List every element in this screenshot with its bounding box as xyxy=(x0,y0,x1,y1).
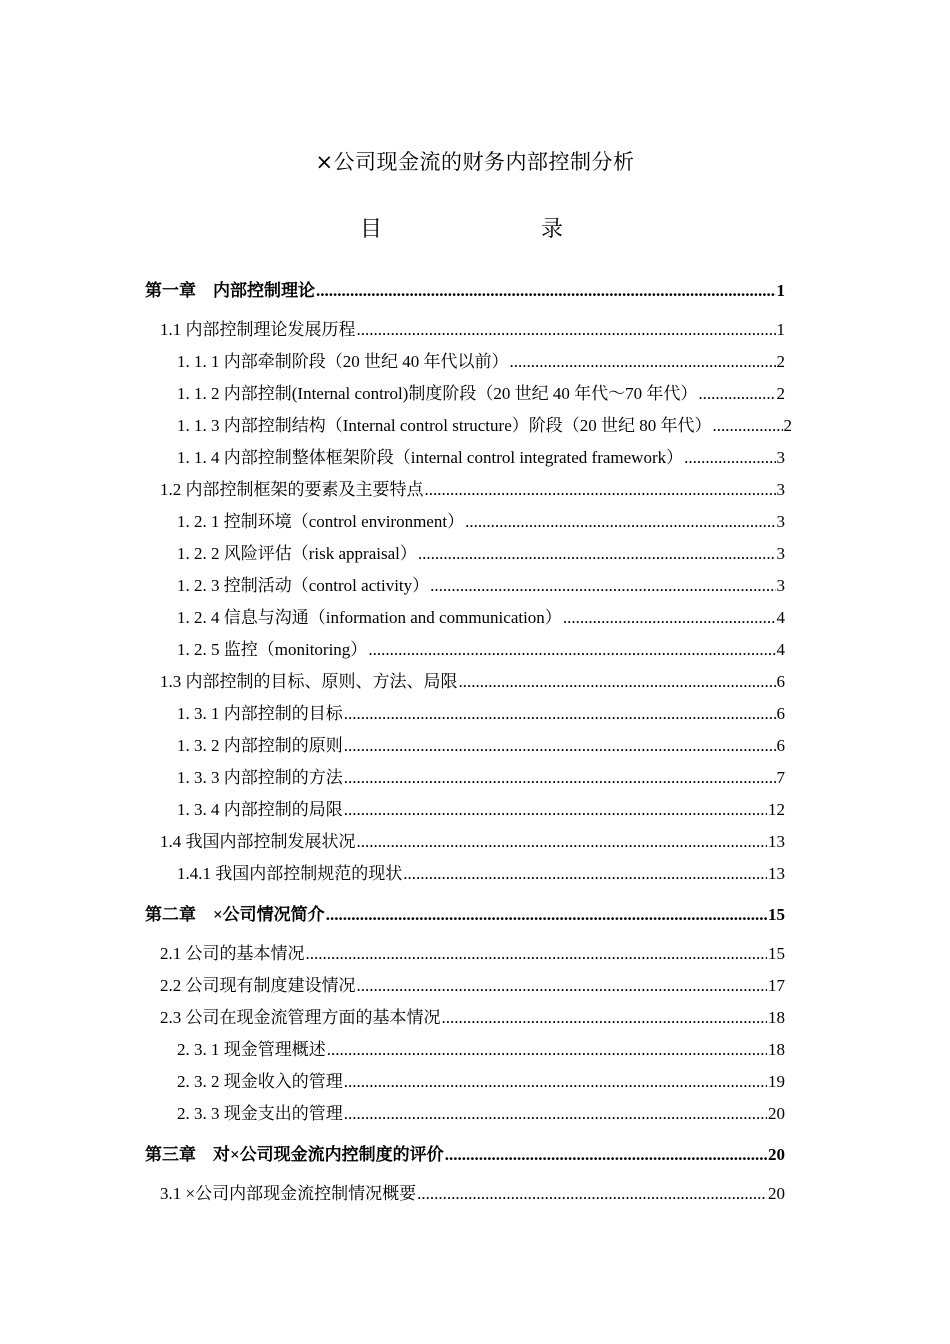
toc-page-number: 3 xyxy=(776,576,785,595)
toc-entry-label: 1. 3. 4 内部控制的局限 xyxy=(177,800,343,819)
toc-entry-label: 1. 1. 2 内部控制(Internal control)制度阶段（20 世纪 40 年代～70 年代） xyxy=(177,384,698,403)
toc-entry-label: 2.2 公司现有制度建设情况 xyxy=(160,976,356,995)
toc-leader-dots xyxy=(326,898,767,932)
toc-page-number: 13 xyxy=(768,864,785,883)
toc-leader-dots xyxy=(563,602,776,634)
toc-entry[interactable] xyxy=(177,1034,785,1066)
toc-leader-dots xyxy=(430,570,775,602)
toc-page-number: 17 xyxy=(768,976,785,995)
toc-leader-dots xyxy=(344,762,776,794)
toc-entry-label: 1. 2. 1 控制环境（control environment） xyxy=(177,512,465,531)
toc-leader-dots xyxy=(403,858,767,890)
toc-entry-label: 1. 2. 3 控制活动（control activity） xyxy=(177,576,430,595)
toc-entry-label: 2. 3. 2 现金收入的管理 xyxy=(177,1072,343,1091)
document-title: ×公司现金流的财务内部控制分析 xyxy=(315,150,635,174)
toc-entry[interactable] xyxy=(160,666,785,698)
toc-page-number: 12 xyxy=(768,800,785,819)
toc-leader-dots xyxy=(445,1138,767,1172)
toc-leader-dots xyxy=(684,442,775,474)
toc-entry-label: 1. 1. 1 内部牵制阶段（20 世纪 40 年代以前） xyxy=(177,352,509,371)
toc-entry[interactable] xyxy=(177,698,785,730)
toc-entry-label: 第一章 内部控制理论 xyxy=(145,281,315,300)
toc-page-number: 19 xyxy=(768,1072,785,1091)
toc-leader-dots xyxy=(344,794,767,826)
toc-leader-dots xyxy=(357,970,768,1002)
toc-entry[interactable] xyxy=(177,634,785,666)
toc-leader-dots xyxy=(344,1066,767,1098)
toc-page-number: 13 xyxy=(768,832,785,851)
toc-entry[interactable] xyxy=(177,794,785,826)
toc-page-number: 6 xyxy=(776,704,785,723)
toc-entry[interactable] xyxy=(160,1178,785,1210)
toc-entry[interactable] xyxy=(160,474,785,506)
toc-leader-dots xyxy=(510,346,776,378)
toc-leader-dots xyxy=(306,938,768,970)
toc-page-number: 1 xyxy=(776,320,785,339)
toc-entry-label: 1.4.1 我国内部控制规范的现状 xyxy=(177,864,403,883)
toc-page-number: 4 xyxy=(776,640,785,659)
toc-entry[interactable] xyxy=(160,314,785,346)
toc-leader-dots xyxy=(344,698,776,730)
toc-entry-label: 2. 3. 1 现金管理概述 xyxy=(177,1040,326,1059)
toc-leader-dots xyxy=(357,314,776,346)
toc-leader-dots xyxy=(465,506,775,538)
toc-page-number: 15 xyxy=(768,944,785,963)
toc-leader-dots xyxy=(316,274,776,308)
toc-entry-label: 1. 1. 3 内部控制结构（Internal control structure）阶段（20 世纪 80 年代） xyxy=(177,416,712,435)
toc-page-number: 18 xyxy=(768,1040,785,1059)
toc-page-number: 4 xyxy=(776,608,785,627)
table-of-contents xyxy=(0,274,950,1210)
toc-entry[interactable] xyxy=(177,378,785,410)
toc-chapter-entry[interactable] xyxy=(145,1138,785,1172)
toc-leader-dots xyxy=(417,1178,767,1210)
toc-entry[interactable] xyxy=(177,442,785,474)
toc-entry-label: 1. 2. 4 信息与沟通（information and communication） xyxy=(177,608,562,627)
toc-page-number: 1 xyxy=(776,281,785,300)
toc-page-number: 20 xyxy=(768,1104,785,1123)
toc-entry-label: 3.1 ×公司内部现金流控制情况概要 xyxy=(160,1184,417,1203)
toc-entry-label: 1.4 我国内部控制发展状况 xyxy=(160,832,356,851)
toc-page-number: 7 xyxy=(776,768,785,787)
toc-entry[interactable] xyxy=(177,346,785,378)
toc-entry[interactable] xyxy=(160,970,785,1002)
toc-entry[interactable] xyxy=(177,1098,785,1130)
toc-leader-dots xyxy=(357,826,768,858)
toc-page-number: 3 xyxy=(776,448,785,467)
toc-leader-dots xyxy=(368,634,775,666)
toc-page-number: 15 xyxy=(768,905,785,924)
toc-page-number: 2 xyxy=(776,352,785,371)
toc-entry[interactable] xyxy=(177,602,785,634)
toc-page-number: 3 xyxy=(776,480,785,499)
toc-page-number: 2 xyxy=(776,384,785,403)
toc-page-number: 6 xyxy=(776,672,785,691)
toc-page-number: 18 xyxy=(768,1008,785,1027)
toc-entry[interactable] xyxy=(160,938,785,970)
toc-entry-label: 1.1 内部控制理论发展历程 xyxy=(160,320,356,339)
toc-entry[interactable] xyxy=(177,410,792,442)
toc-leader-dots xyxy=(442,1002,768,1034)
toc-page-number: 3 xyxy=(776,544,785,563)
toc-entry-label: 2. 3. 3 现金支出的管理 xyxy=(177,1104,343,1123)
toc-entry-label: 1. 3. 1 内部控制的目标 xyxy=(177,704,343,723)
toc-entry[interactable] xyxy=(177,730,785,762)
toc-leader-dots xyxy=(459,666,776,698)
toc-entry[interactable] xyxy=(160,826,785,858)
toc-entry-label: 第三章 对×公司现金流内控制度的评价 xyxy=(145,1145,444,1164)
toc-leader-dots xyxy=(698,378,775,410)
toc-entry[interactable] xyxy=(177,762,785,794)
toc-heading-char-2: 录 xyxy=(541,217,564,242)
toc-page-number: 6 xyxy=(776,736,785,755)
toc-entry-label: 1. 3. 3 内部控制的方法 xyxy=(177,768,343,787)
toc-entry-label: 1. 1. 4 内部控制整体框架阶段（internal control integrated framework） xyxy=(177,448,684,467)
toc-entry[interactable] xyxy=(177,538,785,570)
toc-entry-label: 2.1 公司的基本情况 xyxy=(160,944,305,963)
toc-entry-label: 2.3 公司在现金流管理方面的基本情况 xyxy=(160,1008,441,1027)
toc-heading xyxy=(0,212,950,246)
toc-entry-label: 1. 3. 2 内部控制的原则 xyxy=(177,736,343,755)
toc-entry-label: 1. 2. 5 监控（monitoring） xyxy=(177,640,368,659)
toc-entry[interactable] xyxy=(177,570,785,602)
toc-entry-label: 1. 2. 2 风险评估（risk appraisal） xyxy=(177,544,417,563)
toc-page-number: 20 xyxy=(768,1184,785,1203)
toc-leader-dots xyxy=(713,410,783,442)
toc-leader-dots xyxy=(344,1098,767,1130)
toc-entry-label: 1.2 内部控制框架的要素及主要特点 xyxy=(160,480,424,499)
toc-leader-dots xyxy=(327,1034,767,1066)
toc-entry[interactable] xyxy=(177,506,785,538)
toc-page-number: 2 xyxy=(783,416,792,435)
toc-page-number: 3 xyxy=(776,512,785,531)
toc-leader-dots xyxy=(425,474,776,506)
toc-heading-char-1: 目 xyxy=(360,217,383,242)
toc-entry-label: 第二章 ×公司情况简介 xyxy=(145,905,325,924)
toc-chapter-entry[interactable] xyxy=(145,898,785,932)
toc-entry-label: 1.3 内部控制的目标、原则、方法、局限 xyxy=(160,672,458,691)
toc-entry[interactable] xyxy=(177,858,785,890)
toc-leader-dots xyxy=(344,730,776,762)
toc-leader-dots xyxy=(418,538,776,570)
toc-entry[interactable] xyxy=(160,1002,785,1034)
toc-entry[interactable] xyxy=(177,1066,785,1098)
toc-page-number: 20 xyxy=(768,1145,785,1164)
toc-chapter-entry[interactable] xyxy=(145,274,785,308)
